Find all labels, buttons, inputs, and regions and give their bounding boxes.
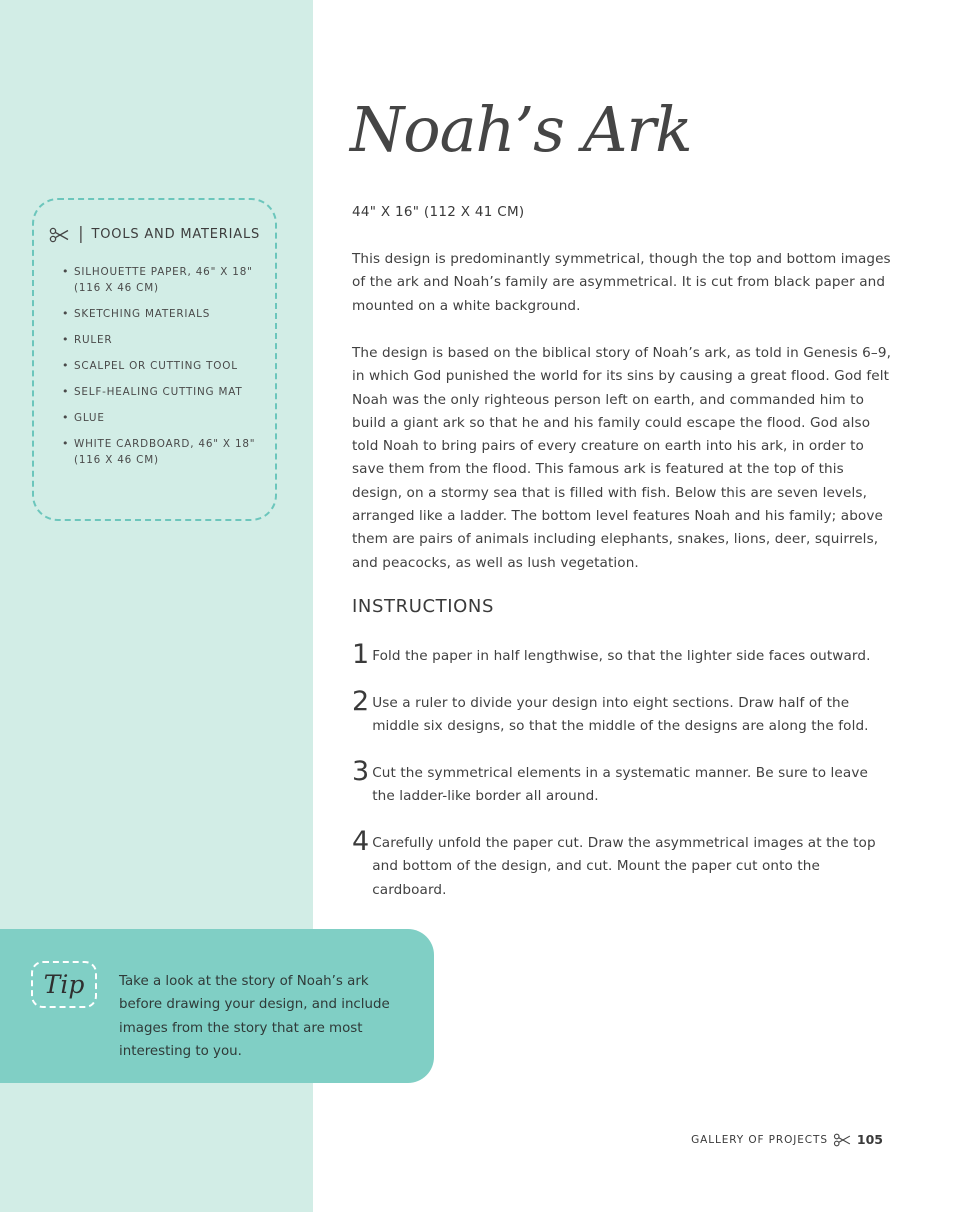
step-number: 1	[352, 639, 370, 670]
scissors-icon	[49, 227, 69, 243]
tools-header	[49, 226, 271, 243]
page-number: 105	[856, 1132, 883, 1147]
step-text: Cut the symmetrical elements in a systematic manner. Be sure to leave the ladder-like border all around.	[372, 765, 868, 805]
page-title: Noah’s Ark	[350, 93, 692, 166]
instructions-heading: INSTRUCTIONS	[352, 596, 495, 617]
instruction-step	[352, 756, 892, 809]
intro-paragraph: This design is predominantly symmetrical, though the top and bottom images of the ark and Noah’s family are asymmetrical. It is cut from black paper and mounted on a white background.	[352, 251, 891, 314]
tool-item: • SCALPEL OR CUTTING TOOL	[62, 358, 262, 374]
scissors-icon	[833, 1133, 851, 1147]
step-number: 4	[352, 826, 370, 857]
tool-item: • RULER	[62, 332, 262, 348]
instruction-step	[352, 826, 892, 902]
footer-section-label: GALLERY OF PROJECTS	[691, 1133, 828, 1146]
tool-item: • WHITE CARDBOARD, 46" X 18" (116 X 46 CM)	[62, 436, 262, 468]
tip-badge: Tip	[31, 961, 97, 1008]
step-text: Use a ruler to divide your design into eight sections. Draw half of the middle six designs, so that the middle of the designs are along the fold.	[372, 695, 869, 735]
tools-heading: TOOLS AND MATERIALS	[91, 227, 261, 242]
instruction-step	[352, 686, 892, 739]
story-paragraph: The design is based on the biblical story of Noah’s ark, as told in Genesis 6–9, in which God punished the world for its sins by causing a great flood. God felt Noah was the only righteous person left on earth, and commanded him to build a giant ark so that he and his family could escape the flood. God also told Noah to bring pairs of every creature on earth into his ark, in order to save them from the flood. This famous ark is featured at the top of this design, on a stormy sea that is filled with fish. Below this are seven levels, arranged like a ladder. The bottom level features Noah and his family; above them are pairs of animals including elephants, snakes, lions, deer, squirrels, and peacocks, as well as lush vegetation.	[352, 345, 891, 571]
instruction-step	[352, 639, 892, 670]
tool-item: • SELF-HEALING CUTTING MAT	[62, 384, 262, 400]
step-number: 3	[352, 756, 370, 787]
step-text: Fold the paper in half lengthwise, so that the lighter side faces outward.	[372, 648, 871, 664]
tools-and-materials-box	[32, 198, 277, 521]
tool-item: • SKETCHING MATERIALS	[62, 306, 262, 322]
dimensions: 44" X 16" (112 X 41 CM)	[352, 204, 525, 220]
header-separator: |	[78, 224, 85, 244]
tool-item: • GLUE	[62, 410, 262, 426]
page-footer	[600, 1132, 883, 1147]
tip-text: Take a look at the story of Noah’s ark before drawing your design, and include images from the story that are most interesting to you.	[119, 974, 390, 1059]
step-number: 2	[352, 686, 370, 717]
tools-list	[62, 264, 262, 478]
step-text: Carefully unfold the paper cut. Draw the asymmetrical images at the top and bottom of the design, and cut. Mount the paper cut onto the cardboard.	[372, 835, 876, 898]
tool-item: • SILHOUETTE PAPER, 46" X 18" (116 X 46 CM)	[62, 264, 262, 296]
